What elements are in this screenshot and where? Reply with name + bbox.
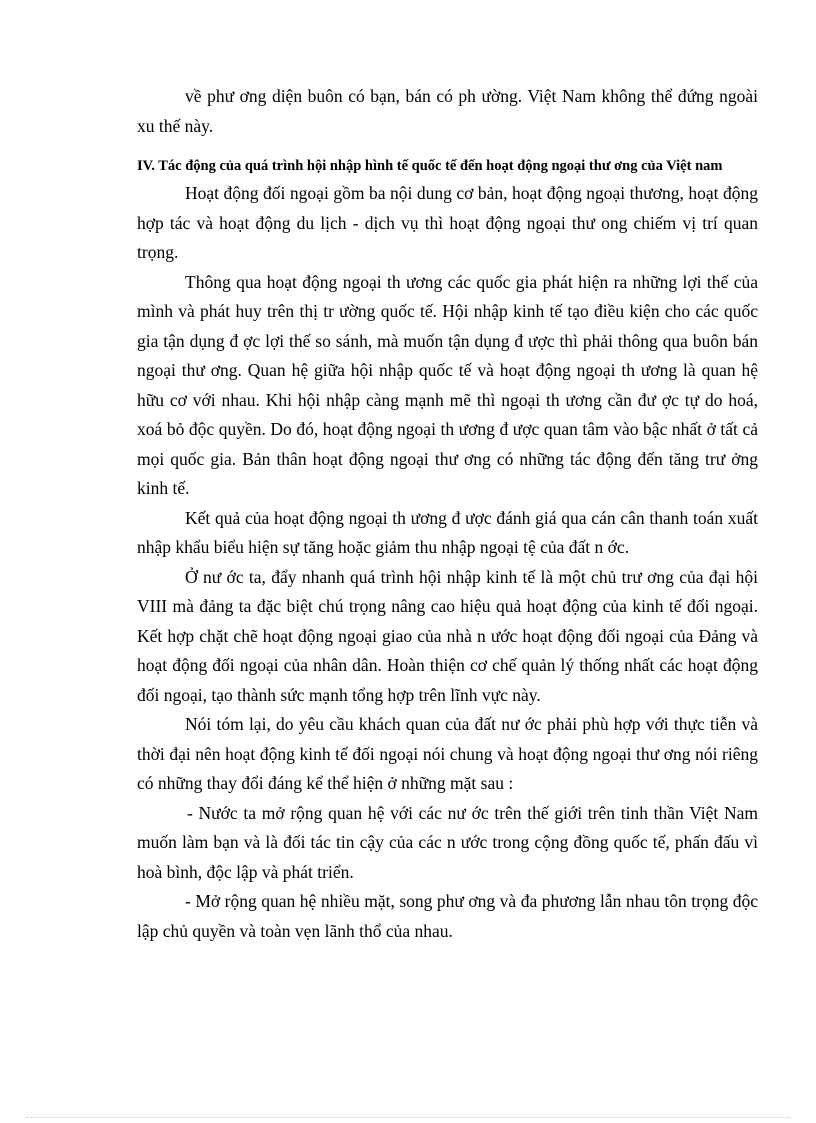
opening-paragraph: về phư ơng diện buôn có bạn, bán có ph ường. Việt Nam không thể đứng ngoài xu thế này. [137,86,758,136]
section-heading: IV. Tác động của quá trình hội nhập hình tế quốc tế đến hoạt động ngoại thư ơng của Việt nam [137,158,723,174]
bullet-item-1: - Nước ta mở rộng quan hệ với các nư ớc trên thế giới trên tinh thần Việt Nam muốn làm bạn và là đối tác tin cậy của các n ước trong cộng đồng quốc tế, phấn đấu vì hoà bình, độc lập và phát triển. [137,802,758,882]
document-body [137,82,758,946]
paragraph-3: Kết quả của hoạt động ngoại th ương đ ược đánh giá qua cán cân thanh toán xuất nhập khẩu biểu hiện sự tăng hoặc giảm thu nhập ngoại tệ của đất n ớc. [137,507,758,557]
bullet-item-2: - Mở rộng quan hệ nhiều mặt, song phư ơng và đa phương lẫn nhau tôn trọng độc lập chủ quyền và toàn vẹn lãnh thổ của nhau. [137,891,758,941]
page-bottom-divider [26,1117,790,1118]
paragraph-2: Thông qua hoạt động ngoại th ương các quốc gia phát hiện ra những lợi thế của mình và phát huy trên thị tr ường quốc tế. Hội nhập kinh tế tạo điều kiện cho các quốc gia tận dụng đ ợc lợi thế so sánh, mà muốn tận dụng đ ược thì phải thông qua buôn bán ngoại thư ơng. Quan hệ giữa hội nhập quốc tế và hoạt động ngoại th ương là quan hệ hữu cơ với nhau. Khi hội nhập càng mạnh mẽ thì ngoại th ương cần đư ợc tự do hoá, xoá bỏ độc quyền. Do đó, hoạt động ngoại th ương đ ược quan tâm vào bậc nhất ở tất cả mọi quốc gia. Bản thân hoạt động ngoại thư ơng có những tác động đến tăng trư ởng kinh tế. [137,271,758,498]
paragraph-4: Ở nư ớc ta, đẩy nhanh quá trình hội nhập kinh tế là một chủ trư ơng của đại hội VIII mà đảng ta đặc biệt chú trọng nâng cao hiệu quả hoạt động của kinh tế đối ngoại. Kết hợp chặt chẽ hoạt động ngoại giao của nhà n ước hoạt động đối ngoại của Đảng và hoạt động đối ngoại của nhân dân. Hoàn thiện cơ chế quản lý thống nhất các hoạt động đối ngoại, tạo thành sức mạnh tổng hợp trên lĩnh vực này. [137,566,758,705]
paragraph-5: Nói tóm lại, do yêu cầu khách quan của đất nư ớc phải phù hợp với thực tiễn và thời đại nên hoạt động kinh tế đối ngoại nói chung và hoạt động ngoại thư ơng nói riêng có những thay đổi đáng kể thể hiện ở những mặt sau : [137,714,758,793]
paragraph-1: Hoạt động đối ngoại gồm ba nội dung cơ bản, hoạt động ngoại thương, hoạt động hợp tác và hoạt động du lịch - dịch vụ thì hoạt động ngoại thư ong chiếm vị trí quan trọng. [137,183,758,262]
